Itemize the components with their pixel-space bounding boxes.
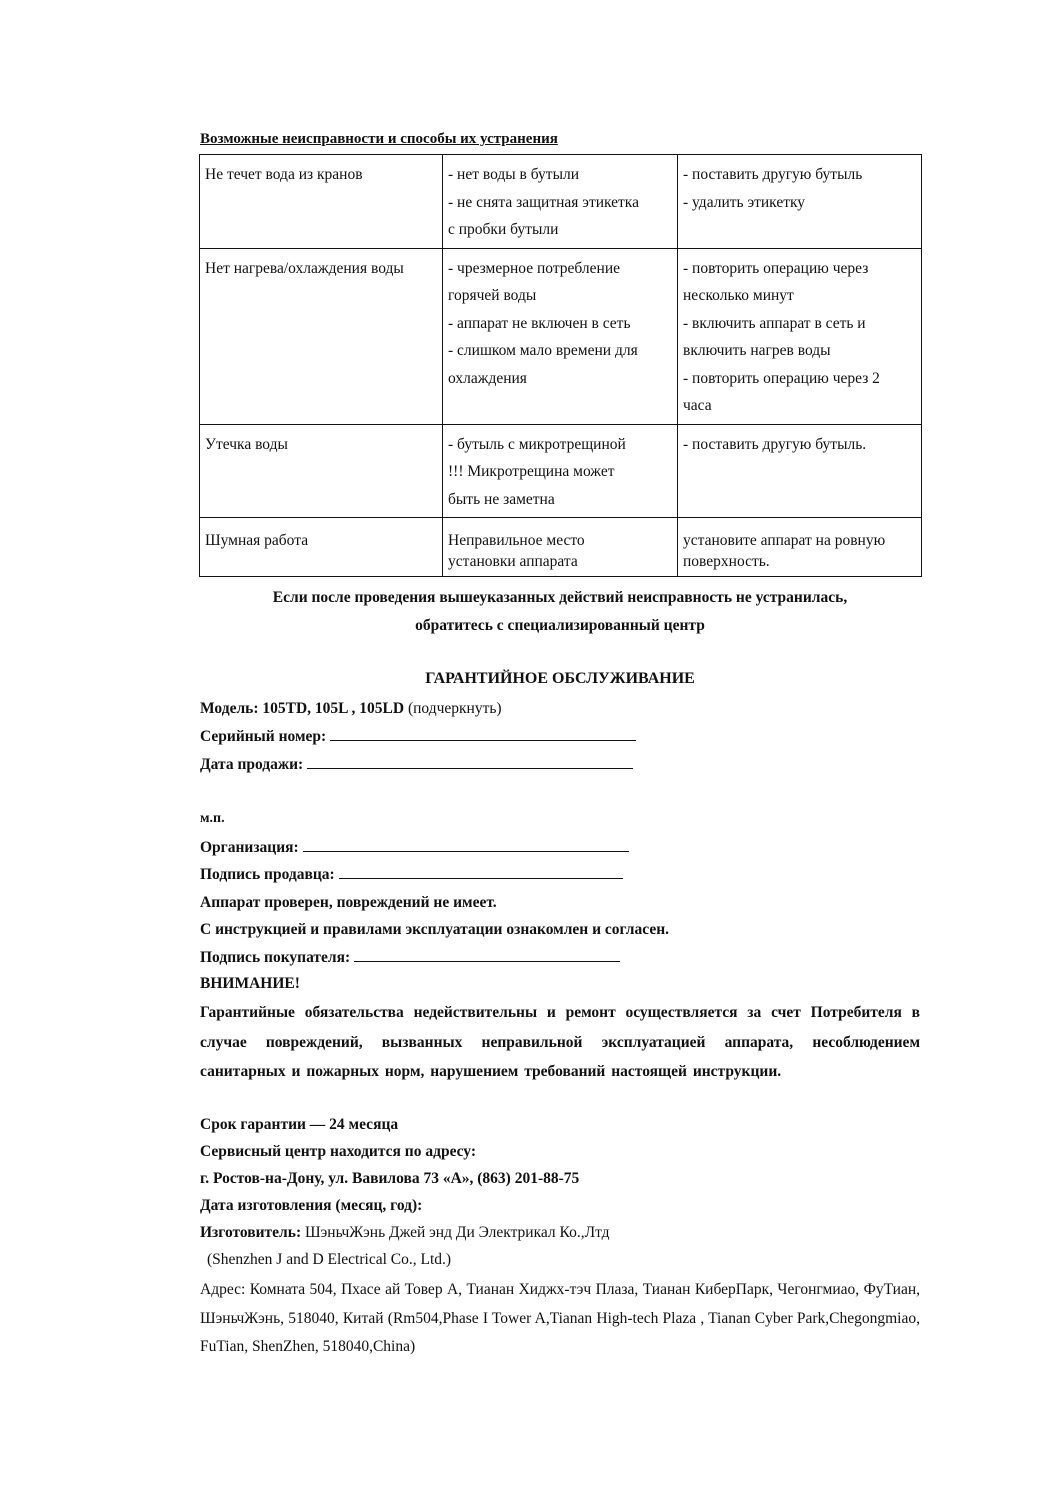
stamp-label: м.п. (200, 811, 225, 826)
solutions-cell (678, 155, 922, 249)
seller-signature-field[interactable] (339, 866, 623, 879)
table-row (200, 248, 922, 424)
solution-line: несколько минут (683, 287, 794, 304)
solution-line: - удалить этикетку (683, 193, 806, 211)
sale-date-line (200, 756, 633, 774)
service-notice-line-2: обратитесь с специализированный центр (415, 617, 705, 634)
solution-line: - включить аппарат в сеть и (683, 314, 866, 332)
seller-signature-label: Подпись продавца: (200, 866, 335, 883)
model-line (200, 700, 502, 718)
solutions-cell (678, 518, 922, 577)
service-center-address: г. Ростов-на-Дону, ул. Вавилова 73 «А», (863) 201-88-75 (200, 1170, 580, 1187)
problem-cell (200, 155, 443, 249)
solution-line: - поставить другую бутыль (683, 166, 863, 183)
service-center-label: Сервисный центр находится по адресу: (200, 1143, 477, 1160)
cause-line: !!! Микротрещина может (448, 463, 615, 480)
cause-line: - слишком мало времени для (448, 342, 638, 359)
model-note: (подчеркнуть) (407, 700, 502, 717)
problem-text: Нет нагрева/охлаждения воды (205, 259, 404, 277)
problem-text: Шумная работа (205, 532, 309, 549)
cause-line: горячей воды (448, 287, 537, 304)
cause-line: - нет воды в бутыли (448, 166, 580, 183)
solution-line: поверхность. (683, 553, 770, 570)
cause-line: - чрезмерное потребление (448, 259, 620, 277)
checked-text: Аппарат проверен, повреждений не имеет. (200, 894, 497, 911)
manufacturer-name-en: (Shenzhen J and D Electrical Co., Ltd.) (207, 1251, 452, 1268)
cause-line: охлаждения (448, 369, 527, 387)
cause-line: установки аппарата (448, 553, 578, 570)
solution-line: - повторить операцию через (683, 259, 869, 277)
organization-field[interactable] (303, 839, 629, 852)
attention-text: Гарантийные обязательства недействительны и ремонт осуществляется за счет Потребителя в случае повреждений, вызванных неправильной эксплуатацией аппарата, несоблюдением санитарных и пожарных норм, нарушением требований настоящей инструкции. (200, 1004, 920, 1080)
solution-line: - поставить другую бутыль. (683, 435, 867, 453)
manufacture-date-label: Дата изготовления (месяц, год): (200, 1197, 423, 1214)
causes-cell (443, 155, 678, 249)
problem-text: Не течет вода из кранов (205, 166, 363, 183)
serial-label: Серийный номер: (200, 728, 327, 745)
cause-line: с пробки бутыли (448, 221, 559, 238)
problem-cell (200, 248, 443, 424)
cause-line: - бутыль с микротрещиной (448, 435, 626, 453)
warranty-term: Срок гарантии — 24 месяца (200, 1116, 399, 1133)
table-row (200, 424, 922, 518)
sale-date-field[interactable] (307, 756, 633, 769)
solution-line: включить нагрев воды (683, 342, 831, 359)
causes-cell (443, 424, 678, 518)
table-row (200, 518, 922, 577)
solution-line: установите аппарат на ровную (683, 532, 886, 549)
manufacturer-name: ШэньчЖэнь Джей энд Ди Электрикал Ко.,Лтд (304, 1224, 610, 1241)
serial-field[interactable] (330, 728, 636, 741)
model-label: Модель: 105TD, 105L , 105LD (200, 700, 405, 717)
solution-line: часа (683, 397, 712, 414)
organization-label: Организация: (200, 839, 299, 856)
problem-cell (200, 518, 443, 577)
organization-line (200, 839, 629, 857)
service-notice-line-1: Если после проведения вышеуказанных действий неисправность не устранилась, (272, 589, 848, 606)
cause-line: - не снята защитная этикетка (448, 193, 639, 211)
cause-line: - аппарат не включен в сеть (448, 314, 631, 332)
warranty-title: ГАРАНТИЙНОЕ ОБСЛУЖИВАНИЕ (425, 670, 695, 687)
agreed-text: С инструкцией и правилами эксплуатации ознакомлен и согласен. (200, 921, 670, 938)
table-row (200, 155, 922, 249)
problem-cell (200, 424, 443, 518)
problem-text: Утечка воды (205, 435, 288, 453)
manufacturer-label: Изготовитель: (200, 1224, 302, 1241)
cause-line: быть не заметна (448, 490, 555, 508)
sale-date-label: Дата продажи: (200, 756, 304, 773)
solutions-cell (678, 248, 922, 424)
buyer-signature-line (200, 949, 620, 967)
page-heading: Возможные неисправности и способы их устранения (200, 131, 558, 147)
causes-cell (443, 518, 678, 577)
solutions-cell (678, 424, 922, 518)
solution-line: - повторить операцию через 2 (683, 369, 880, 387)
buyer-signature-label: Подпись покупателя: (200, 949, 351, 966)
cause-line: Неправильное место (448, 532, 585, 549)
seller-signature-line (200, 866, 623, 884)
manufacturer-address: Адрес: Комната 504, Пхасе ай Товер А, Тианан Хиджх-тэч Плаза, Тианан КиберПарк, Чегонгмиао, ФуТиан, ШэньчЖэнь, 518040, Китай (Rm504,Phase I Tower A,Tianan High-tech Plaza , Tianan Cyber Park,Chegongmiao, FuTian, ShenZhen, 518040,China) (200, 1281, 920, 1355)
serial-line (200, 728, 636, 746)
troubleshooting-table (199, 154, 922, 577)
manufacturer-line (200, 1224, 610, 1242)
causes-cell (443, 248, 678, 424)
buyer-signature-field[interactable] (354, 949, 620, 962)
attention-label: ВНИМАНИЕ! (200, 975, 300, 992)
